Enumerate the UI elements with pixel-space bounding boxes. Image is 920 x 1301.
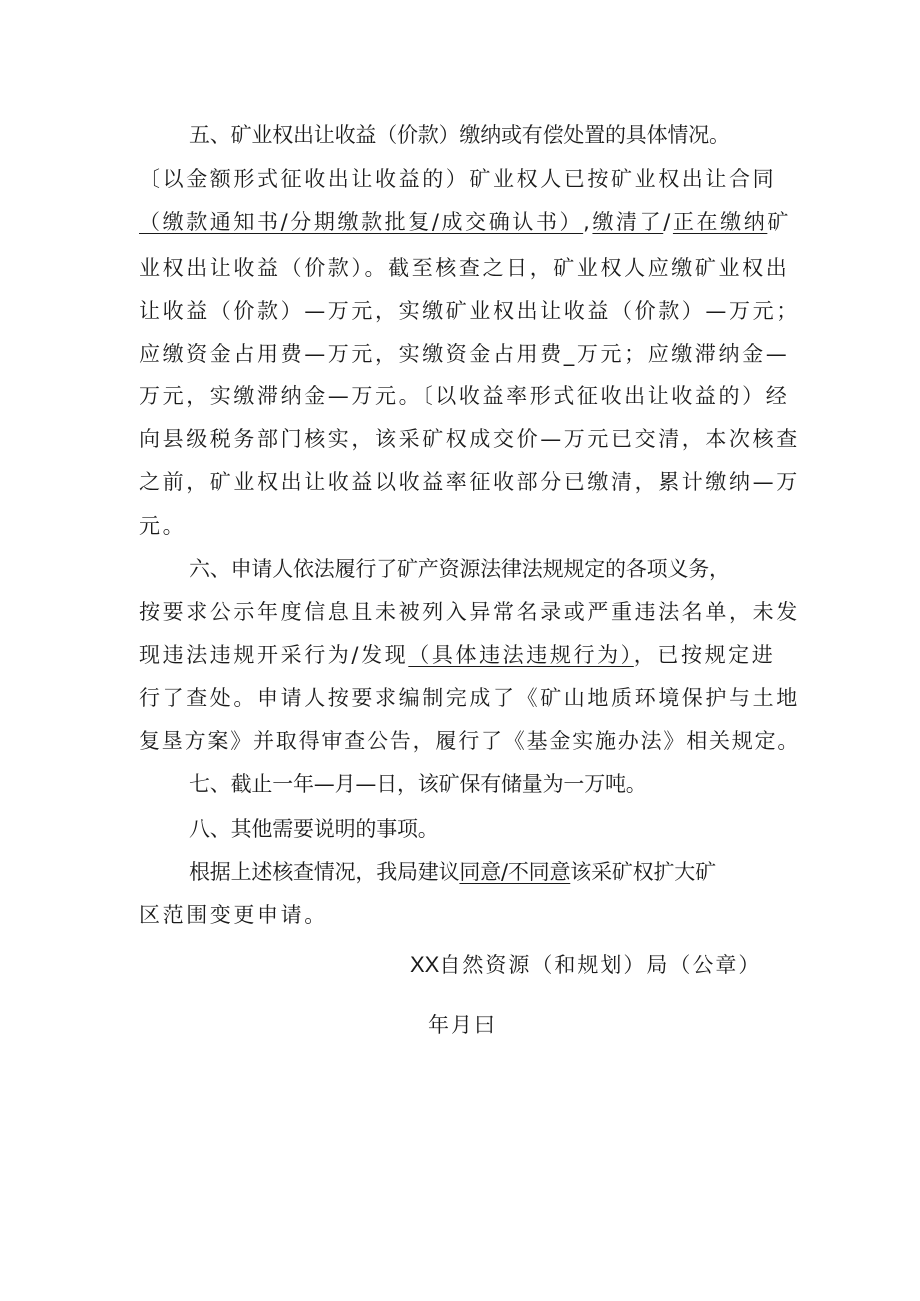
signature-prefix: XX	[410, 952, 440, 977]
conclusion-line1: 根据上述核查情况，我局建议同意/不同意该采矿权扩大矿	[189, 860, 716, 884]
signature-date: 年月曰	[428, 1013, 497, 1037]
section5-line5: 让收益（价款）—万元，实缴矿业权出让收益（价款）—万元；	[139, 299, 800, 323]
section6-line5: 复垦方案》并取得审查公告，履行了《基金实施办法》相关规定。	[139, 729, 801, 753]
section6-line1: 六、申请人依法履行了矿产资源法律法规规定的各项义务，	[189, 557, 730, 581]
agree-disagree-option: 同意/不同意	[459, 860, 571, 884]
signature-org: XX自然资源（和规划）局（公章）	[410, 952, 762, 977]
payment-documents-option: （缴款通知书/分期缴款批复/成交确认书）	[139, 210, 584, 234]
section5-line6: 应缴资金占用费—万元，实缴资金占用费_万元；应缴滞纳金—	[139, 342, 790, 366]
section6-line2: 按要求公示年度信息且未被列入异常名录或严重违法名单，未发	[139, 600, 800, 624]
section5-line3: （缴款通知书/分期缴款批复/成交确认书）,缴清了/正在缴纳矿	[139, 210, 791, 234]
section7-line1: 七、截止一年—月—日，该矿保有储量为一万吨。	[189, 772, 647, 796]
conclusion-line2: 区范围变更申请。	[139, 903, 328, 927]
paid-off-option: 缴清了	[592, 210, 664, 234]
section5-line1: 五、矿业权出让收益（价款）缴纳或有偿处置的具体情况。	[189, 123, 730, 147]
section5-line10: 元。	[139, 514, 187, 538]
section5-line7: 万元，实缴滞纳金—万元。〔以收益率形式征收出让收益的）经	[139, 384, 790, 408]
section5-line8: 向县级税务部门核实，该采矿权成交价—万元已交清，本次核查	[139, 427, 800, 451]
section5-line9: 之前，矿业权出让收益以收益率征收部分已缴清，累计缴纳—万	[139, 470, 800, 494]
violation-detail-blank: （具体违法违规行为）	[408, 643, 634, 667]
section6-line4: 行了查处。申请人按要求编制完成了《矿山地质环境保护与土地	[139, 686, 800, 710]
paying-option: 正在缴纳	[672, 210, 768, 234]
section8-line1: 八、其他需要说明的事项。	[189, 817, 439, 841]
section6-line3: 现违法违规开采行为/发现（具体违法违规行为），已按规定进	[139, 643, 776, 667]
section5-line2: 〔以金额形式征收出让收益的）矿业权人已按矿业权出让合同	[139, 167, 777, 191]
section5-line4: 业权出让收益（价款）。截至核查之日，矿业权人应缴矿业权出	[139, 256, 790, 280]
